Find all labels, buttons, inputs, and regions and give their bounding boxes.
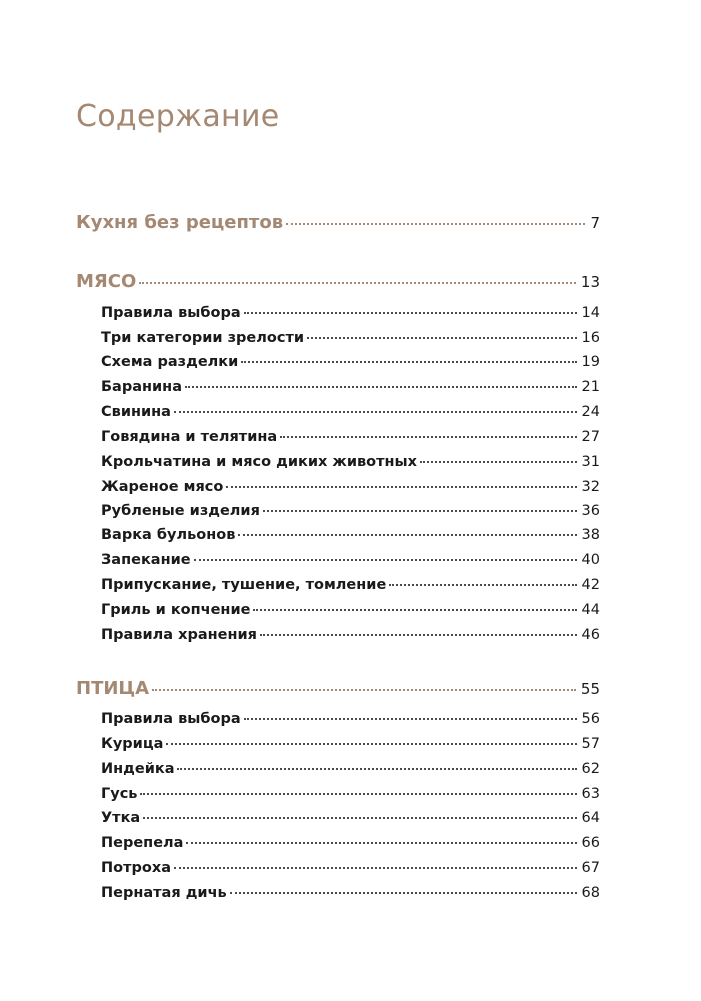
- dot-leader: [238, 524, 576, 539]
- toc-page-number: 66: [581, 834, 600, 851]
- toc-page-number: 64: [581, 809, 600, 826]
- dot-leader: [420, 451, 577, 466]
- dot-leader: [244, 302, 577, 317]
- toc-page-number: 21: [581, 378, 600, 395]
- page-title: Содержание: [76, 99, 280, 134]
- toc-item-label: Правила выбора: [101, 710, 241, 727]
- toc-page-number: 62: [581, 760, 600, 777]
- toc-page-number: 31: [581, 453, 600, 470]
- toc-page-number: 67: [581, 859, 600, 876]
- toc-item[interactable]: [101, 549, 600, 568]
- toc-page-number: 36: [581, 502, 600, 519]
- toc-item-label: Правила выбора: [101, 304, 241, 321]
- toc-item-label: Рубленые изделия: [101, 502, 260, 519]
- toc-item-label: Крольчатина и мясо диких животных: [101, 453, 417, 470]
- toc-item-label: Пернатая дичь: [101, 884, 227, 901]
- dot-leader: [194, 549, 577, 564]
- dot-leader: [389, 574, 576, 589]
- toc-item-label: Запекание: [101, 551, 191, 568]
- toc-item-label: Потроха: [101, 859, 171, 876]
- toc-page-number: 55: [580, 680, 600, 698]
- toc-item-label: Схема разделки: [101, 353, 239, 370]
- dot-leader: [226, 476, 576, 491]
- toc-page-number: 44: [581, 601, 600, 618]
- toc-page-number: 56: [581, 710, 600, 727]
- toc-page-number: 14: [581, 304, 600, 321]
- toc-item[interactable]: [101, 624, 600, 643]
- toc-item[interactable]: [101, 599, 600, 618]
- toc-item[interactable]: [101, 708, 600, 727]
- toc-item-label: Три категории зрелости: [101, 329, 305, 346]
- toc-item[interactable]: [101, 733, 600, 752]
- toc-page-number: 38: [581, 526, 600, 543]
- toc-item-label: Говядина и телятина: [101, 428, 278, 445]
- toc-section-meat[interactable]: [76, 269, 600, 292]
- toc-page-number: 16: [581, 329, 600, 346]
- toc-item[interactable]: [101, 451, 600, 470]
- toc-item[interactable]: [101, 574, 600, 593]
- toc-item-label: Индейка: [101, 760, 175, 777]
- dot-leader: [263, 500, 577, 515]
- toc-section-label: ПТИЦА: [76, 678, 150, 699]
- dot-leader: [177, 758, 576, 773]
- dot-leader: [260, 624, 577, 639]
- toc-item-label: Жареное мясо: [101, 478, 224, 495]
- toc-item-label: Перепела: [101, 834, 184, 851]
- dot-leader: [174, 401, 577, 416]
- toc-item[interactable]: [101, 500, 600, 519]
- toc-item[interactable]: [101, 857, 600, 876]
- toc-item[interactable]: [101, 807, 600, 826]
- toc-entry-label: Кухня без рецептов: [76, 212, 284, 233]
- toc-item[interactable]: [101, 351, 600, 370]
- toc-item[interactable]: [101, 302, 600, 321]
- dot-leader: [230, 882, 577, 897]
- dot-leader: [166, 733, 576, 748]
- toc-page-number: 63: [581, 785, 600, 802]
- dot-leader: [140, 783, 576, 798]
- dot-leader: [286, 210, 585, 228]
- toc-section-label: МЯСО: [76, 271, 137, 292]
- toc-item-label: Баранина: [101, 378, 182, 395]
- dot-leader: [174, 857, 577, 872]
- toc-item[interactable]: [101, 758, 600, 777]
- toc-item[interactable]: [101, 832, 600, 851]
- toc-page-number: 32: [581, 478, 600, 495]
- toc-page-number: 46: [581, 626, 600, 643]
- toc-item-label: Гриль и копчение: [101, 601, 251, 618]
- toc-page-number: 42: [581, 576, 600, 593]
- dot-leader: [152, 676, 576, 694]
- toc-page-number: 57: [581, 735, 600, 752]
- toc-item-label: Варка бульонов: [101, 526, 236, 543]
- toc-page-number: 27: [581, 428, 600, 445]
- toc-item-label: Припускание, тушение, томление: [101, 576, 387, 593]
- dot-leader: [253, 599, 576, 614]
- toc-page-number: 40: [581, 551, 600, 568]
- toc-item[interactable]: [101, 882, 600, 901]
- toc-item[interactable]: [101, 426, 600, 445]
- toc-item[interactable]: [101, 476, 600, 495]
- toc-page-number: 24: [581, 403, 600, 420]
- toc-item[interactable]: [101, 376, 600, 395]
- toc-item-label: Гусь: [101, 785, 138, 802]
- toc-page-number: 19: [581, 353, 600, 370]
- toc-page-number: 68: [581, 884, 600, 901]
- toc-item[interactable]: [101, 783, 600, 802]
- dot-leader: [139, 269, 576, 287]
- toc-section-poultry[interactable]: [76, 676, 600, 699]
- dot-leader: [143, 807, 576, 822]
- toc-item[interactable]: [101, 327, 600, 346]
- toc-item-label: Правила хранения: [101, 626, 257, 643]
- toc-item[interactable]: [101, 524, 600, 543]
- toc-item-label: Курица: [101, 735, 164, 752]
- dot-leader: [307, 327, 577, 342]
- dot-leader: [244, 708, 577, 723]
- toc-item-label: Утка: [101, 809, 141, 826]
- toc-item-label: Свинина: [101, 403, 171, 420]
- dot-leader: [280, 426, 576, 441]
- dot-leader: [186, 832, 576, 847]
- dot-leader: [241, 351, 576, 366]
- toc-page-number: 13: [580, 273, 600, 291]
- toc-item[interactable]: [101, 401, 600, 420]
- toc-page-number: 7: [590, 214, 600, 232]
- toc-entry-intro[interactable]: [76, 210, 600, 233]
- dot-leader: [185, 376, 577, 391]
